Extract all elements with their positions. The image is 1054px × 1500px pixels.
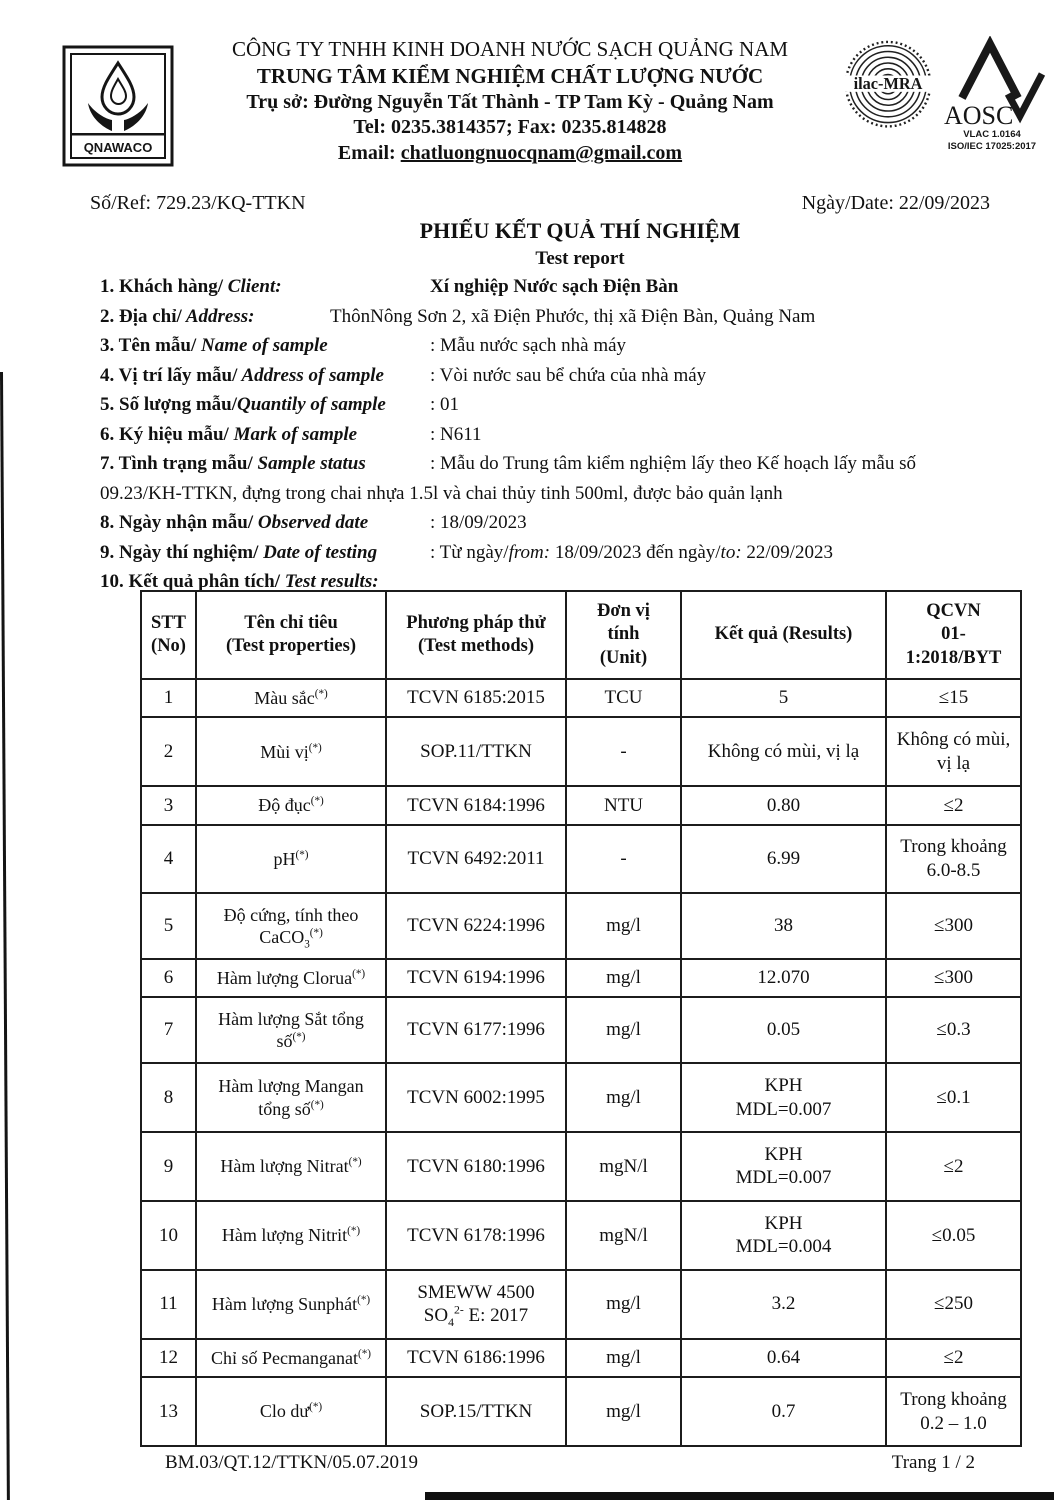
cell-no: 12 xyxy=(141,1339,196,1377)
qnawaco-logo xyxy=(62,45,174,167)
cell-result: 12.070 xyxy=(681,959,886,997)
cell-method: TCVN 6184:1996 xyxy=(386,786,566,824)
table-header-row xyxy=(141,591,1021,679)
cell-name: Clo dư(*) xyxy=(196,1377,386,1446)
cell-unit: mg/l xyxy=(566,1063,681,1132)
cell-no: 5 xyxy=(141,893,196,959)
cell-method: TCVN 6177:1996 xyxy=(386,997,566,1063)
cell-result: 38 xyxy=(681,893,886,959)
table-row xyxy=(141,717,1021,786)
info-item-label: 7. Tình trạng mẫu/ Sample status xyxy=(100,453,366,474)
cell-no: 11 xyxy=(141,1270,196,1339)
email-address: chatluongnuocqnam@gmail.com xyxy=(400,141,683,164)
cell-method: TCVN 6186:1996 xyxy=(386,1339,566,1377)
table-row xyxy=(141,825,1021,894)
cell-method: SMEWW 4500 $SO_4^{2-}$ E: 2017 xyxy=(386,1270,566,1339)
table-row xyxy=(141,997,1021,1063)
cell-limit: ≤2 xyxy=(886,1339,1021,1377)
page-footer xyxy=(165,1452,975,1474)
cell-method: SOP.15/TTKN xyxy=(386,1377,566,1446)
cell-result: 0.7 xyxy=(681,1377,886,1446)
info-item-label: 6. Ký hiệu mẫu/ Mark of sample xyxy=(100,423,358,445)
header-test-method: Phương pháp thử (Test methods) xyxy=(386,591,566,679)
info-item-value: : Mẫu nước sạch nhà máy xyxy=(430,335,627,356)
info-item-value: ThônNông Sơn 2, xã Điện Phước, thị xã Điện Bàn, Quảng Nam xyxy=(330,305,816,327)
cell-unit: mg/l xyxy=(566,893,681,959)
cell-limit: ≤15 xyxy=(886,679,1021,717)
info-item-value: : Từ ngày/from: 18/09/2023 đến ngày/to: 22/09/2023 xyxy=(430,541,833,563)
cell-method: TCVN 6002:1995 xyxy=(386,1063,566,1132)
company-phone: Tel: 0235.3814357; Fax: 0235.814828 xyxy=(353,116,667,139)
table-row xyxy=(141,786,1021,824)
cell-name: pH(*) xyxy=(196,825,386,894)
cell-unit: mg/l xyxy=(566,997,681,1063)
cell-limit: ≤300 xyxy=(886,959,1021,997)
scan-artifact-left-line xyxy=(0,372,10,1500)
table-row xyxy=(141,679,1021,717)
form-code: BM.03/QT.12/TTKN/05.07.2019 xyxy=(165,1452,418,1473)
cell-unit: mgN/l xyxy=(566,1201,681,1270)
cell-result: KPH MDL=0.004 xyxy=(681,1201,886,1270)
cell-unit: mg/l xyxy=(566,1339,681,1377)
info-item-label: 8. Ngày nhận mẫu/ Observed date xyxy=(100,512,369,533)
info-item-3 xyxy=(100,331,985,361)
sample-info-list xyxy=(100,272,985,597)
cell-limit: Không có mùi, vị lạ xyxy=(886,717,1021,786)
info-item-label: 9. Ngày thí nghiệm/ Date of testing xyxy=(100,541,378,563)
aosc-stamp xyxy=(938,36,1046,154)
cell-method: TCVN 6224:1996 xyxy=(386,893,566,959)
info-item-2 xyxy=(100,302,985,332)
header-test-property: Tên chỉ tiêu (Test properties) xyxy=(196,591,386,679)
cell-method: TCVN 6180:1996 xyxy=(386,1132,566,1201)
cell-unit: - xyxy=(566,717,681,786)
aosc-iso-code: ISO/IEC 17025:2017 xyxy=(947,141,1037,152)
cell-limit: ≤0.3 xyxy=(886,997,1021,1063)
cell-unit: mg/l xyxy=(566,1270,681,1339)
cell-result: KPH MDL=0.007 xyxy=(681,1063,886,1132)
cell-result: 5 xyxy=(681,679,886,717)
info-item-label: 2. Địa chỉ/ Address: xyxy=(100,305,255,327)
table-row xyxy=(141,1339,1021,1377)
table-row xyxy=(141,1201,1021,1270)
info-item-label: 10. Kết quả phân tích/ Test results: xyxy=(100,571,379,592)
cell-name: Chỉ số Pecmanganat(*) xyxy=(196,1339,386,1377)
cell-no: 1 xyxy=(141,679,196,717)
center-name: TRUNG TÂM KIỂM NGHIỆM CHẤT LƯỢNG NƯỚC xyxy=(256,63,764,88)
info-item-label: 3. Tên mẫu/ Name of sample xyxy=(100,335,328,356)
cell-unit: TCU xyxy=(566,679,681,717)
cell-method: TCVN 6194:1996 xyxy=(386,959,566,997)
cell-no: 9 xyxy=(141,1132,196,1201)
table-row xyxy=(141,1063,1021,1132)
cell-limit: ≤2 xyxy=(886,786,1021,824)
info-item-value: : Mẫu do Trung tâm kiểm nghiệm lấy theo Kế hoạch lấy mẫu số 09.23/KH-TTKN, đựng trong chai nhựa 1.5l và chai thủy tinh 500ml, được bảo quản lạnh xyxy=(100,453,917,504)
logo-label: QNAWACO xyxy=(83,140,153,155)
cell-no: 7 xyxy=(141,997,196,1063)
cell-result: 0.64 xyxy=(681,1339,886,1377)
header-result: Kết quả (Results) xyxy=(681,591,886,679)
header-qcvn-limit: QCVN 01- 1:2018/BYT xyxy=(886,591,1021,679)
info-item-value: : 18/09/2023 xyxy=(430,512,527,533)
info-item-8 xyxy=(100,508,985,538)
report-date: Ngày/Date: 22/09/2023 xyxy=(801,192,990,214)
info-item-7 xyxy=(100,449,985,508)
header-no: STT (No) xyxy=(141,591,196,679)
cell-unit: mg/l xyxy=(566,959,681,997)
info-item-label: 5. Số lượng mẫu/Quantily of sample xyxy=(100,394,386,415)
results-table xyxy=(140,590,1022,1447)
cell-result: KPH MDL=0.007 xyxy=(681,1132,886,1201)
cell-name: Hàm lượng Nitrat(*) xyxy=(196,1132,386,1201)
cell-limit: ≤0.05 xyxy=(886,1201,1021,1270)
cell-no: 4 xyxy=(141,825,196,894)
page-number: Trang 1 / 2 xyxy=(891,1452,975,1473)
info-item-1 xyxy=(100,272,985,302)
cell-limit: ≤250 xyxy=(886,1270,1021,1339)
scan-artifact-bottom-bar xyxy=(425,1492,1054,1500)
cell-no: 6 xyxy=(141,959,196,997)
cell-name: Hàm lượng Nitrit(*) xyxy=(196,1201,386,1270)
cell-result: 0.80 xyxy=(681,786,886,824)
cell-no: 10 xyxy=(141,1201,196,1270)
email-label: Email: xyxy=(337,141,401,164)
table-row xyxy=(141,1377,1021,1446)
info-item-label: 1. Khách hàng/ Client: xyxy=(100,276,282,297)
cell-name: Hàm lượng Clorua(*) xyxy=(196,959,386,997)
info-item-value: : 01 xyxy=(430,394,460,415)
cell-no: 13 xyxy=(141,1377,196,1446)
cell-no: 2 xyxy=(141,717,196,786)
cell-result: 0.05 xyxy=(681,997,886,1063)
cell-method: SOP.11/TTKN xyxy=(386,717,566,786)
cell-unit: mgN/l xyxy=(566,1132,681,1201)
report-title: PHIẾU KẾT QUẢ THÍ NGHIỆM xyxy=(419,218,741,243)
table-row xyxy=(141,959,1021,997)
water-drop-hands-icon xyxy=(62,45,174,167)
cell-limit: Trong khoảng 6.0-8.5 xyxy=(886,825,1021,894)
aosc-label: AOSC xyxy=(944,101,1014,130)
company-address: Trụ sở: Đường Nguyễn Tất Thành - TP Tam Kỳ - Quảng Nam xyxy=(246,90,774,113)
company-name: CÔNG TY TNHH KINH DOANH NƯỚC SẠCH QUẢNG NAM xyxy=(231,37,789,61)
fingerprint-stamp-icon xyxy=(840,38,936,138)
cell-name: Hàm lượng Sunphát(*) xyxy=(196,1270,386,1339)
info-item-5 xyxy=(100,390,985,420)
info-item-value: : N611 xyxy=(430,423,482,445)
cell-result: 3.2 xyxy=(681,1270,886,1339)
cell-unit: NTU xyxy=(566,786,681,824)
cell-name: Mùi vị(*) xyxy=(196,717,386,786)
cell-unit: mg/l xyxy=(566,1377,681,1446)
ilac-mra-label: ilac-MRA xyxy=(853,73,923,93)
info-item-value: Xí nghiệp Nước sạch Điện Bàn xyxy=(430,276,679,297)
cell-limit: ≤0.1 xyxy=(886,1063,1021,1132)
cell-method: TCVN 6178:1996 xyxy=(386,1201,566,1270)
cell-method: TCVN 6185:2015 xyxy=(386,679,566,717)
cell-limit: ≤2 xyxy=(886,1132,1021,1201)
aosc-check-icon xyxy=(938,36,1046,154)
meta-row xyxy=(90,192,990,215)
cell-unit: - xyxy=(566,825,681,894)
cell-no: 8 xyxy=(141,1063,196,1132)
cell-result: Không có mùi, vị lạ xyxy=(681,717,886,786)
cell-result: 6.99 xyxy=(681,825,886,894)
cell-name: Độ đục(*) xyxy=(196,786,386,824)
cell-name: Màu sắc(*) xyxy=(196,679,386,717)
ilac-mra-stamp xyxy=(840,38,936,138)
company-email-line xyxy=(180,141,840,167)
cell-limit: ≤300 xyxy=(886,893,1021,959)
info-item-value: : Vòi nước sau bể chứa của nhà máy xyxy=(430,364,707,386)
header-unit: Đơn vị tính (Unit) xyxy=(566,591,681,679)
table-row xyxy=(141,1270,1021,1339)
report-subtitle: Test report xyxy=(535,248,625,269)
info-item-6 xyxy=(100,420,985,450)
cell-name: Độ cứng, tính theo CaCO$_3$(*) xyxy=(196,893,386,959)
table-row xyxy=(141,1132,1021,1201)
cell-no: 3 xyxy=(141,786,196,824)
table-row xyxy=(141,893,1021,959)
ref-number: Số/Ref: 729.23/KQ-TTKN xyxy=(90,192,306,214)
info-item-label: 4. Vị trí lấy mẫu/ Address of sample xyxy=(100,364,384,386)
cell-name: Hàm lượng Mangan tổng số(*) xyxy=(196,1063,386,1132)
cell-limit: Trong khoảng 0.2 – 1.0 xyxy=(886,1377,1021,1446)
cell-name: Hàm lượng Sắt tổng số(*) xyxy=(196,997,386,1063)
aosc-vlac-code: VLAC 1.0164 xyxy=(963,129,1021,140)
cell-method: TCVN 6492:2011 xyxy=(386,825,566,894)
info-item-4 xyxy=(100,361,985,391)
info-item-9 xyxy=(100,538,985,568)
company-header xyxy=(180,36,840,167)
